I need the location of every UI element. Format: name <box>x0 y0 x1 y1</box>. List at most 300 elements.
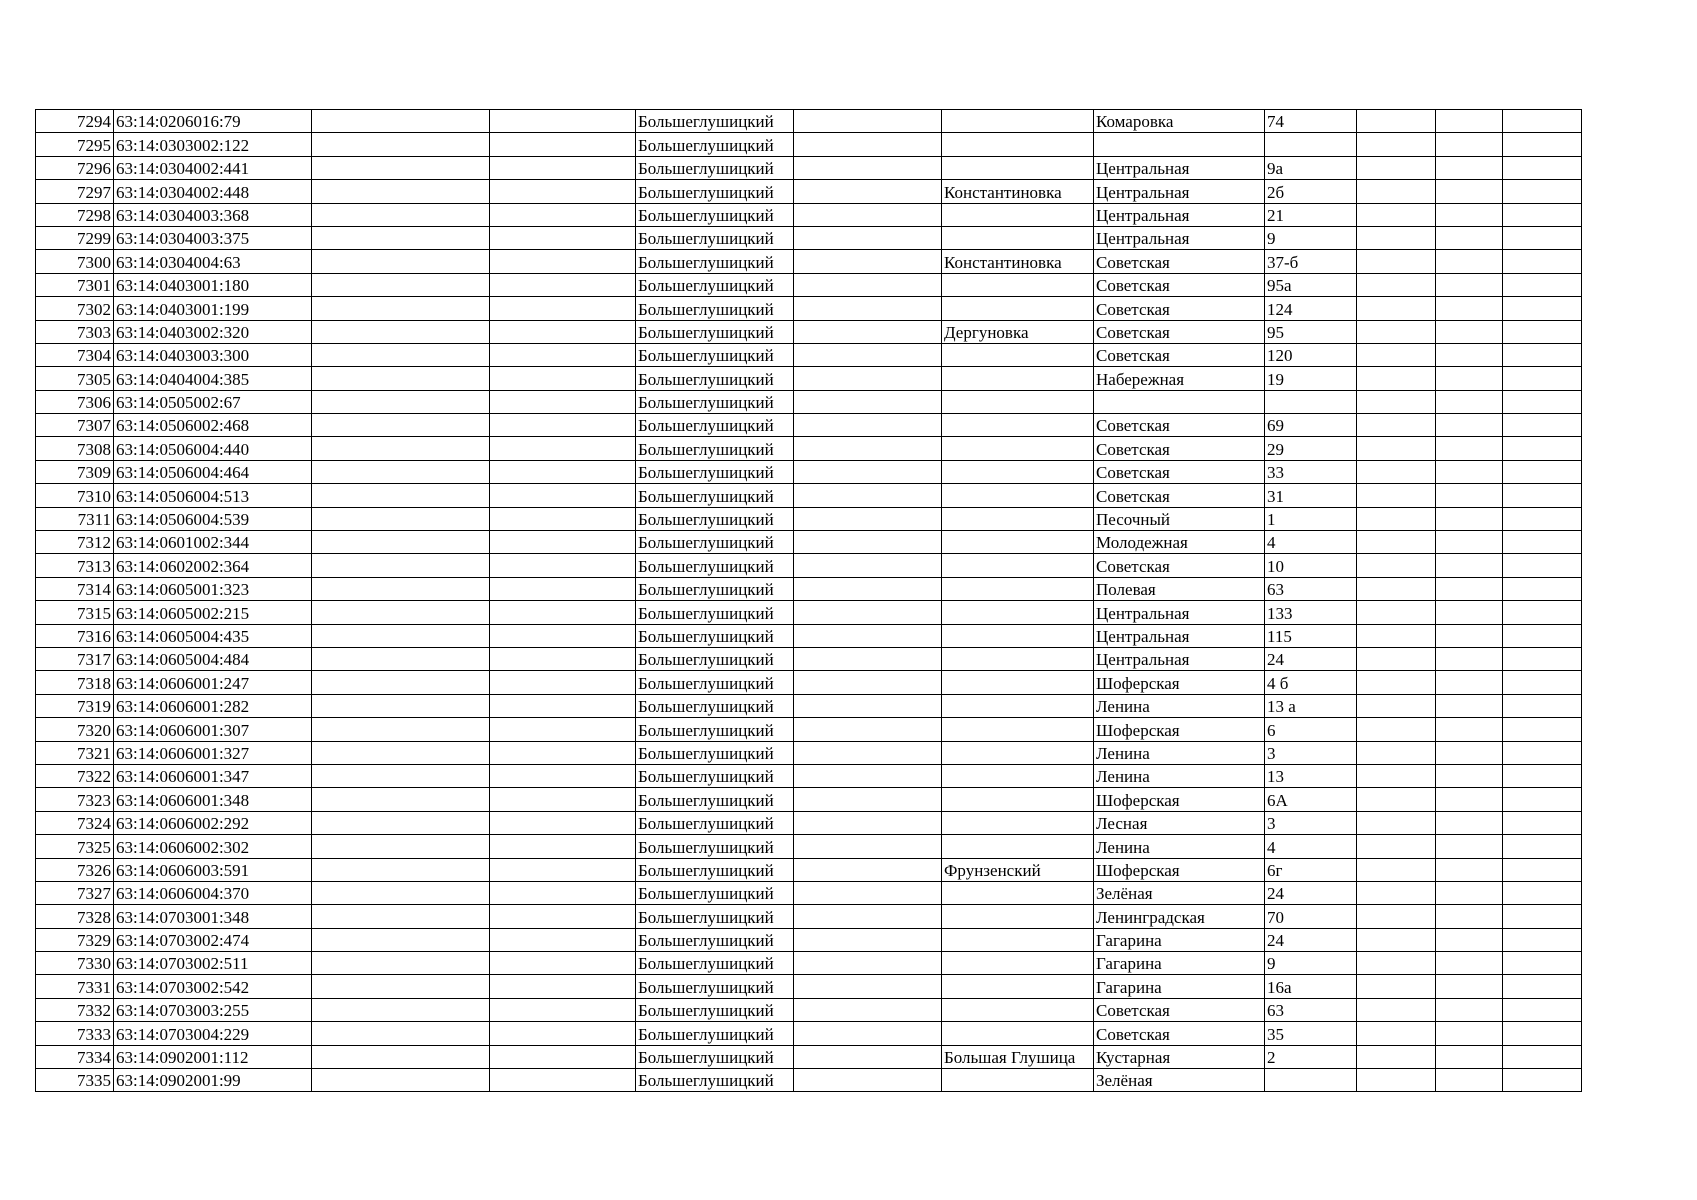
cadastral-number-cell: 63:14:0606001:327 <box>114 741 312 764</box>
cadastral-number-cell: 63:14:0606001:347 <box>114 764 312 787</box>
cadastral-number-cell: 63:14:0902001:112 <box>114 1045 312 1068</box>
table-row <box>36 601 1582 624</box>
blank-cell <box>1436 905 1503 928</box>
street-cell: Гагарина <box>1094 975 1265 998</box>
table-row <box>36 928 1582 951</box>
locality-cell <box>942 1022 1094 1045</box>
row-number-cell: 7320 <box>36 718 114 741</box>
cadastral-number-cell: 63:14:0303002:122 <box>114 133 312 156</box>
cadastral-number-cell: 63:14:0506004:464 <box>114 460 312 483</box>
blank-cell <box>312 507 490 530</box>
blank-cell <box>490 881 636 904</box>
blank-cell <box>794 811 942 834</box>
locality-cell <box>942 975 1094 998</box>
blank-cell <box>1503 998 1582 1021</box>
blank-cell <box>794 531 942 554</box>
row-number-cell: 7309 <box>36 460 114 483</box>
blank-cell <box>794 764 942 787</box>
blank-cell <box>1503 1045 1582 1068</box>
blank-cell <box>1436 624 1503 647</box>
blank-cell <box>1436 156 1503 179</box>
house-number-cell: 1 <box>1265 507 1357 530</box>
blank-cell <box>1357 531 1436 554</box>
blank-cell <box>1357 297 1436 320</box>
table-body <box>36 110 1582 1092</box>
blank-cell <box>490 975 636 998</box>
street-cell: Советская <box>1094 343 1265 366</box>
street-cell: Центральная <box>1094 624 1265 647</box>
blank-cell <box>490 297 636 320</box>
blank-cell <box>312 975 490 998</box>
house-number-cell: 9 <box>1265 952 1357 975</box>
locality-cell <box>942 671 1094 694</box>
district-cell: Большеглушицкий <box>636 671 794 694</box>
cadastral-number-cell: 63:14:0606002:292 <box>114 811 312 834</box>
row-number-cell: 7302 <box>36 297 114 320</box>
district-cell: Большеглушицкий <box>636 624 794 647</box>
blank-cell <box>1503 905 1582 928</box>
blank-cell <box>1503 671 1582 694</box>
cadastral-number-cell: 63:14:0703004:229 <box>114 1022 312 1045</box>
blank-cell <box>312 1045 490 1068</box>
district-cell: Большеглушицкий <box>636 811 794 834</box>
row-number-cell: 7315 <box>36 601 114 624</box>
blank-cell <box>312 156 490 179</box>
blank-cell <box>1436 1045 1503 1068</box>
blank-cell <box>312 905 490 928</box>
table-row <box>36 1069 1582 1092</box>
district-cell: Большеглушицкий <box>636 952 794 975</box>
table-row <box>36 367 1582 390</box>
blank-cell <box>1436 203 1503 226</box>
blank-cell <box>794 507 942 530</box>
blank-cell <box>1503 601 1582 624</box>
blank-cell <box>312 320 490 343</box>
blank-cell <box>490 718 636 741</box>
blank-cell <box>1357 390 1436 413</box>
blank-cell <box>490 1045 636 1068</box>
blank-cell <box>1436 133 1503 156</box>
blank-cell <box>490 156 636 179</box>
house-number-cell <box>1265 133 1357 156</box>
table-row <box>36 671 1582 694</box>
blank-cell <box>312 624 490 647</box>
table-row <box>36 858 1582 881</box>
district-cell: Большеглушицкий <box>636 484 794 507</box>
district-cell: Большеглушицкий <box>636 975 794 998</box>
blank-cell <box>1503 531 1582 554</box>
blank-cell <box>794 414 942 437</box>
street-cell: Лесная <box>1094 811 1265 834</box>
cadastral-number-cell: 63:14:0606002:302 <box>114 835 312 858</box>
blank-cell <box>1436 671 1503 694</box>
blank-cell <box>490 484 636 507</box>
blank-cell <box>312 647 490 670</box>
blank-cell <box>1357 671 1436 694</box>
row-number-cell: 7334 <box>36 1045 114 1068</box>
blank-cell <box>794 156 942 179</box>
blank-cell <box>1357 998 1436 1021</box>
row-number-cell: 7294 <box>36 110 114 133</box>
blank-cell <box>1436 811 1503 834</box>
house-number-cell: 74 <box>1265 110 1357 133</box>
row-number-cell: 7312 <box>36 531 114 554</box>
locality-cell <box>942 203 1094 226</box>
street-cell: Советская <box>1094 273 1265 296</box>
blank-cell <box>1357 110 1436 133</box>
house-number-cell: 6А <box>1265 788 1357 811</box>
blank-cell <box>1503 835 1582 858</box>
blank-cell <box>490 952 636 975</box>
table-row <box>36 718 1582 741</box>
district-cell: Большеглушицкий <box>636 414 794 437</box>
house-number-cell: 13 а <box>1265 694 1357 717</box>
blank-cell <box>1357 226 1436 249</box>
blank-cell <box>1503 741 1582 764</box>
cadastral-number-cell: 63:14:0703001:348 <box>114 905 312 928</box>
locality-cell: Константиновка <box>942 180 1094 203</box>
blank-cell <box>490 694 636 717</box>
blank-cell <box>1357 320 1436 343</box>
table-row <box>36 250 1582 273</box>
street-cell: Советская <box>1094 250 1265 273</box>
table-row <box>36 320 1582 343</box>
street-cell: Центральная <box>1094 203 1265 226</box>
street-cell <box>1094 133 1265 156</box>
house-number-cell: 124 <box>1265 297 1357 320</box>
row-number-cell: 7335 <box>36 1069 114 1092</box>
blank-cell <box>312 671 490 694</box>
blank-cell <box>490 788 636 811</box>
cadastral-number-cell: 63:14:0304003:375 <box>114 226 312 249</box>
blank-cell <box>312 367 490 390</box>
blank-cell <box>1436 507 1503 530</box>
blank-cell <box>1436 928 1503 951</box>
blank-cell <box>1357 905 1436 928</box>
table-row <box>36 788 1582 811</box>
district-cell: Большеглушицкий <box>636 320 794 343</box>
blank-cell <box>490 531 636 554</box>
street-cell: Ленина <box>1094 764 1265 787</box>
blank-cell <box>1436 554 1503 577</box>
cadastral-number-cell: 63:14:0605001:323 <box>114 577 312 600</box>
blank-cell <box>794 928 942 951</box>
row-number-cell: 7319 <box>36 694 114 717</box>
blank-cell <box>794 905 942 928</box>
blank-cell <box>794 624 942 647</box>
blank-cell <box>312 1069 490 1092</box>
cadastral-number-cell: 63:14:0506004:440 <box>114 437 312 460</box>
row-number-cell: 7304 <box>36 343 114 366</box>
district-cell: Большеглушицкий <box>636 343 794 366</box>
row-number-cell: 7327 <box>36 881 114 904</box>
house-number-cell: 2 <box>1265 1045 1357 1068</box>
house-number-cell: 33 <box>1265 460 1357 483</box>
blank-cell <box>490 203 636 226</box>
blank-cell <box>490 554 636 577</box>
locality-cell <box>942 764 1094 787</box>
blank-cell <box>1503 554 1582 577</box>
blank-cell <box>490 343 636 366</box>
blank-cell <box>1436 718 1503 741</box>
blank-cell <box>1503 297 1582 320</box>
row-number-cell: 7295 <box>36 133 114 156</box>
blank-cell <box>312 858 490 881</box>
house-number-cell: 70 <box>1265 905 1357 928</box>
blank-cell <box>490 414 636 437</box>
cadastral-number-cell: 63:14:0506004:539 <box>114 507 312 530</box>
blank-cell <box>794 647 942 670</box>
locality-cell <box>942 741 1094 764</box>
blank-cell <box>1436 858 1503 881</box>
blank-cell <box>1357 881 1436 904</box>
row-number-cell: 7314 <box>36 577 114 600</box>
blank-cell <box>1503 437 1582 460</box>
house-number-cell: 9 <box>1265 226 1357 249</box>
blank-cell <box>490 250 636 273</box>
blank-cell <box>1436 437 1503 460</box>
blank-cell <box>794 203 942 226</box>
blank-cell <box>794 694 942 717</box>
blank-cell <box>794 718 942 741</box>
cadastral-number-cell: 63:14:0606003:591 <box>114 858 312 881</box>
row-number-cell: 7307 <box>36 414 114 437</box>
blank-cell <box>1436 414 1503 437</box>
house-number-cell: 24 <box>1265 881 1357 904</box>
blank-cell <box>1357 156 1436 179</box>
blank-cell <box>1436 601 1503 624</box>
blank-cell <box>794 858 942 881</box>
district-cell: Большеглушицкий <box>636 273 794 296</box>
blank-cell <box>490 577 636 600</box>
house-number-cell: 63 <box>1265 998 1357 1021</box>
street-cell: Советская <box>1094 998 1265 1021</box>
blank-cell <box>1436 110 1503 133</box>
table-row <box>36 273 1582 296</box>
street-cell: Ленина <box>1094 835 1265 858</box>
blank-cell <box>794 952 942 975</box>
locality-cell <box>942 156 1094 179</box>
blank-cell <box>794 390 942 413</box>
locality-cell <box>942 601 1094 624</box>
blank-cell <box>312 835 490 858</box>
blank-cell <box>1357 811 1436 834</box>
street-cell: Советская <box>1094 554 1265 577</box>
blank-cell <box>1436 741 1503 764</box>
blank-cell <box>1436 694 1503 717</box>
blank-cell <box>1503 390 1582 413</box>
district-cell: Большеглушицкий <box>636 741 794 764</box>
blank-cell <box>1357 554 1436 577</box>
blank-cell <box>1357 624 1436 647</box>
row-number-cell: 7298 <box>36 203 114 226</box>
blank-cell <box>794 554 942 577</box>
table-row <box>36 1045 1582 1068</box>
blank-cell <box>794 1045 942 1068</box>
street-cell: Гагарина <box>1094 952 1265 975</box>
blank-cell <box>1436 250 1503 273</box>
table-row <box>36 881 1582 904</box>
blank-cell <box>1436 647 1503 670</box>
house-number-cell: 10 <box>1265 554 1357 577</box>
blank-cell <box>1436 1022 1503 1045</box>
blank-cell <box>1436 952 1503 975</box>
district-cell: Большеглушицкий <box>636 250 794 273</box>
blank-cell <box>490 835 636 858</box>
row-number-cell: 7321 <box>36 741 114 764</box>
blank-cell <box>1503 975 1582 998</box>
district-cell: Большеглушицкий <box>636 110 794 133</box>
street-cell: Центральная <box>1094 156 1265 179</box>
blank-cell <box>490 460 636 483</box>
blank-cell <box>1436 273 1503 296</box>
street-cell: Зелёная <box>1094 881 1265 904</box>
locality-cell <box>942 952 1094 975</box>
locality-cell <box>942 647 1094 670</box>
blank-cell <box>312 180 490 203</box>
house-number-cell: 13 <box>1265 764 1357 787</box>
row-number-cell: 7318 <box>36 671 114 694</box>
blank-cell <box>1503 694 1582 717</box>
blank-cell <box>794 788 942 811</box>
locality-cell <box>942 811 1094 834</box>
district-cell: Большеглушицкий <box>636 390 794 413</box>
street-cell: Шоферская <box>1094 718 1265 741</box>
table-row <box>36 297 1582 320</box>
row-number-cell: 7331 <box>36 975 114 998</box>
district-cell: Большеглушицкий <box>636 460 794 483</box>
blank-cell <box>490 390 636 413</box>
locality-cell <box>942 343 1094 366</box>
district-cell: Большеглушицкий <box>636 718 794 741</box>
blank-cell <box>312 226 490 249</box>
house-number-cell: 35 <box>1265 1022 1357 1045</box>
district-cell: Большеглушицкий <box>636 297 794 320</box>
locality-cell <box>942 110 1094 133</box>
locality-cell <box>942 905 1094 928</box>
blank-cell <box>312 998 490 1021</box>
blank-cell <box>1436 531 1503 554</box>
blank-cell <box>312 390 490 413</box>
row-number-cell: 7311 <box>36 507 114 530</box>
table-row <box>36 343 1582 366</box>
blank-cell <box>1436 320 1503 343</box>
blank-cell <box>1357 180 1436 203</box>
blank-cell <box>312 764 490 787</box>
blank-cell <box>1357 975 1436 998</box>
cadastral-number-cell: 63:14:0606001:282 <box>114 694 312 717</box>
house-number-cell <box>1265 1069 1357 1092</box>
blank-cell <box>1436 180 1503 203</box>
blank-cell <box>490 671 636 694</box>
street-cell: Гагарина <box>1094 928 1265 951</box>
row-number-cell: 7297 <box>36 180 114 203</box>
blank-cell <box>490 741 636 764</box>
table-row <box>36 1022 1582 1045</box>
street-cell: Молодежная <box>1094 531 1265 554</box>
locality-cell: Константиновка <box>942 250 1094 273</box>
street-cell: Центральная <box>1094 647 1265 670</box>
blank-cell <box>1357 203 1436 226</box>
table-row <box>36 414 1582 437</box>
blank-cell <box>1503 343 1582 366</box>
table-row <box>36 905 1582 928</box>
blank-cell <box>1503 156 1582 179</box>
house-number-cell: 24 <box>1265 928 1357 951</box>
blank-cell <box>490 811 636 834</box>
district-cell: Большеглушицкий <box>636 437 794 460</box>
blank-cell <box>1357 460 1436 483</box>
cadastral-number-cell: 63:14:0703002:474 <box>114 928 312 951</box>
street-cell: Зелёная <box>1094 1069 1265 1092</box>
blank-cell <box>794 835 942 858</box>
blank-cell <box>794 975 942 998</box>
blank-cell <box>312 250 490 273</box>
blank-cell <box>1503 180 1582 203</box>
street-cell: Советская <box>1094 437 1265 460</box>
blank-cell <box>794 998 942 1021</box>
blank-cell <box>1503 460 1582 483</box>
blank-cell <box>1503 952 1582 975</box>
blank-cell <box>794 320 942 343</box>
table-row <box>36 975 1582 998</box>
street-cell: Кустарная <box>1094 1045 1265 1068</box>
table-row <box>36 577 1582 600</box>
locality-cell <box>942 484 1094 507</box>
row-number-cell: 7303 <box>36 320 114 343</box>
cadastral-number-cell: 63:14:0703002:511 <box>114 952 312 975</box>
blank-cell <box>490 998 636 1021</box>
cadastral-number-cell: 63:14:0605004:484 <box>114 647 312 670</box>
blank-cell <box>490 273 636 296</box>
blank-cell <box>794 133 942 156</box>
blank-cell <box>794 250 942 273</box>
blank-cell <box>1357 764 1436 787</box>
blank-cell <box>1357 437 1436 460</box>
cadastral-number-cell: 63:14:0703003:255 <box>114 998 312 1021</box>
table-row <box>36 203 1582 226</box>
house-number-cell: 16а <box>1265 975 1357 998</box>
district-cell: Большеглушицкий <box>636 905 794 928</box>
blank-cell <box>794 1022 942 1045</box>
locality-cell <box>942 1069 1094 1092</box>
blank-cell <box>794 484 942 507</box>
blank-cell <box>1357 133 1436 156</box>
street-cell: Шоферская <box>1094 788 1265 811</box>
blank-cell <box>312 460 490 483</box>
blank-cell <box>1503 250 1582 273</box>
blank-cell <box>1436 343 1503 366</box>
blank-cell <box>312 273 490 296</box>
blank-cell <box>312 577 490 600</box>
table-row <box>36 952 1582 975</box>
blank-cell <box>794 460 942 483</box>
blank-cell <box>312 110 490 133</box>
cadastral-number-cell: 63:14:0304002:448 <box>114 180 312 203</box>
blank-cell <box>1436 484 1503 507</box>
table-row <box>36 507 1582 530</box>
house-number-cell: 29 <box>1265 437 1357 460</box>
blank-cell <box>1503 484 1582 507</box>
cadastral-number-cell: 63:14:0403001:180 <box>114 273 312 296</box>
house-number-cell: 31 <box>1265 484 1357 507</box>
house-number-cell: 115 <box>1265 624 1357 647</box>
blank-cell <box>490 507 636 530</box>
street-cell: Ленинградская <box>1094 905 1265 928</box>
street-cell: Песочный <box>1094 507 1265 530</box>
house-number-cell: 2б <box>1265 180 1357 203</box>
blank-cell <box>1503 928 1582 951</box>
